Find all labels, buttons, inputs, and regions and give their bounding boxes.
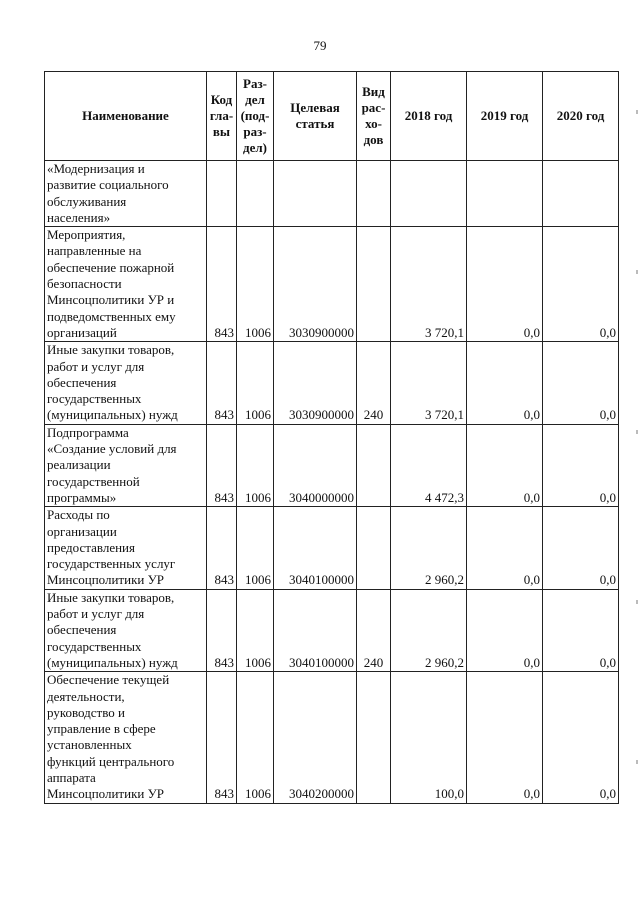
header-2019: 2019 год: [467, 72, 543, 161]
row-name: Расходы по организации предоставления государственных услуг Минсоцполитики УР: [45, 507, 207, 589]
row-name: Подпрограмма «Создание условий для реализации государственной программы»: [45, 424, 207, 506]
row-target: 3030900000: [274, 227, 357, 342]
row-2019: 0,0: [467, 342, 543, 424]
row-expense: [357, 424, 391, 506]
header-chapter-code: Код гла- вы: [207, 72, 237, 161]
scan-edge-mark: [636, 270, 638, 274]
row-chapter: 843: [207, 672, 237, 803]
row-chapter: 843: [207, 589, 237, 671]
row-target: 3040100000: [274, 507, 357, 589]
row-2020: 0,0: [543, 589, 619, 671]
row-chapter: 843: [207, 227, 237, 342]
row-section: 1006: [237, 589, 274, 671]
row-2019: 0,0: [467, 672, 543, 803]
row-2020: 0,0: [543, 342, 619, 424]
row-chapter: 843: [207, 342, 237, 424]
header-expense-type: Вид рас- хо- дов: [357, 72, 391, 161]
header-section: Раз- дел (под- раз- дел): [237, 72, 274, 161]
row-section: 1006: [237, 227, 274, 342]
row-target: 3040200000: [274, 672, 357, 803]
row-name: Мероприятия, направленные на обеспечение пожарной безопасности Минсоцполитики УР и подведомственных ему организаций: [45, 227, 207, 342]
row-2018: 2 960,2: [391, 507, 467, 589]
row-2018: 2 960,2: [391, 589, 467, 671]
row-2018: 4 472,3: [391, 424, 467, 506]
row-2018: 100,0: [391, 672, 467, 803]
row-section: 1006: [237, 342, 274, 424]
row-2020: [543, 161, 619, 227]
row-2019: [467, 161, 543, 227]
row-2019: 0,0: [467, 507, 543, 589]
scan-edge-mark: [636, 430, 638, 434]
table-row: [45, 507, 619, 589]
row-name: Иные закупки товаров, работ и услуг для обеспечения государственных (муниципальных) нужд: [45, 342, 207, 424]
row-name: Обеспечение текущей деятельности, руководство и управление в сфере установленных функций центрального аппарата Минсоцполитики УР: [45, 672, 207, 803]
row-2019: 0,0: [467, 424, 543, 506]
header-name: Наименование: [45, 72, 207, 161]
row-expense: 240: [357, 342, 391, 424]
row-2019: 0,0: [467, 227, 543, 342]
budget-table: [44, 71, 619, 804]
row-section: 1006: [237, 672, 274, 803]
table-row: [45, 227, 619, 342]
row-target: 3040100000: [274, 589, 357, 671]
row-2018: [391, 161, 467, 227]
row-name: Иные закупки товаров, работ и услуг для обеспечения государственных (муниципальных) нужд: [45, 589, 207, 671]
row-section: [237, 161, 274, 227]
scan-edge-mark: [636, 760, 638, 764]
row-2018: 3 720,1: [391, 227, 467, 342]
header-2020: 2020 год: [543, 72, 619, 161]
row-expense: [357, 672, 391, 803]
row-name: «Модернизация и развитие социального обслуживания населения»: [45, 161, 207, 227]
row-target: 3040000000: [274, 424, 357, 506]
row-chapter: [207, 161, 237, 227]
header-row: [45, 72, 619, 161]
row-target: [274, 161, 357, 227]
scan-edge-mark: [636, 110, 638, 114]
row-2020: 0,0: [543, 424, 619, 506]
row-expense: [357, 227, 391, 342]
row-2020: 0,0: [543, 507, 619, 589]
row-chapter: 843: [207, 507, 237, 589]
header-target-item: Целевая статья: [274, 72, 357, 161]
page-number: 79: [313, 38, 327, 53]
scan-edge-mark: [636, 600, 638, 604]
table-row: [45, 424, 619, 506]
table-row: [45, 161, 619, 227]
row-2020: 0,0: [543, 227, 619, 342]
row-2018: 3 720,1: [391, 342, 467, 424]
row-2019: 0,0: [467, 589, 543, 671]
row-chapter: 843: [207, 424, 237, 506]
row-2020: 0,0: [543, 672, 619, 803]
row-expense: [357, 161, 391, 227]
row-section: 1006: [237, 424, 274, 506]
header-2018: 2018 год: [391, 72, 467, 161]
row-expense: [357, 507, 391, 589]
row-target: 3030900000: [274, 342, 357, 424]
row-expense: 240: [357, 589, 391, 671]
table-row: [45, 672, 619, 803]
table-row: [45, 342, 619, 424]
row-section: 1006: [237, 507, 274, 589]
table-row: [45, 589, 619, 671]
